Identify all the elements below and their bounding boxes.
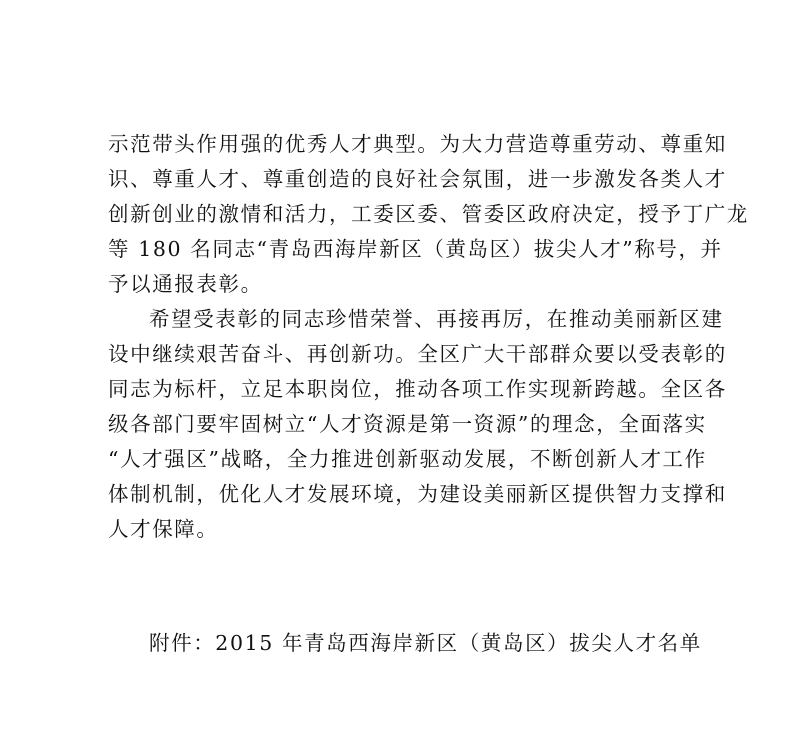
text-line: 人才保障。 [108, 517, 219, 541]
text-line: 希望受表彰的同志珍惜荣誉、再接再厉，在推动美丽新区建 [149, 307, 724, 331]
text-line: 级各部门要牢固树立“人才资源是第一资源”的理念，全面落实 [108, 412, 707, 436]
text-line: “人才强区”战略，全力推进创新驱动发展，不断创新人才工作 [108, 447, 707, 471]
text-line: 设中继续艰苦奋斗、再创新功。全区广大干部群众要以受表彰的 [108, 342, 727, 366]
text-line: 等 180 名同志“青岛西海岸新区（黄岛区）拔尖人才”称号，并 [108, 237, 723, 261]
paragraph-2 [108, 302, 727, 547]
text-line: 体制机制，优化人才发展环境，为建设美丽新区提供智力支撑和 [108, 482, 727, 506]
text-line: 示范带头作用强的优秀人才典型。为大力营造尊重劳动、尊重知 [108, 132, 727, 156]
text-line: 予以通报表彰。 [108, 272, 263, 296]
text-line: 识、尊重人才、尊重创造的良好社会氛围，进一步激发各类人才 [108, 167, 727, 191]
attachment-line: 附件：2015 年青岛西海岸新区（黄岛区）拔尖人才名单 [149, 631, 702, 655]
document-body [108, 127, 749, 547]
text-line: 创新创业的激情和活力，工委区委、管委区政府决定，授予丁广龙 [108, 202, 749, 226]
paragraph-1 [108, 127, 749, 302]
text-line: 同志为标杆，立足本职岗位，推动各项工作实现新跨越。全区各 [108, 377, 727, 401]
